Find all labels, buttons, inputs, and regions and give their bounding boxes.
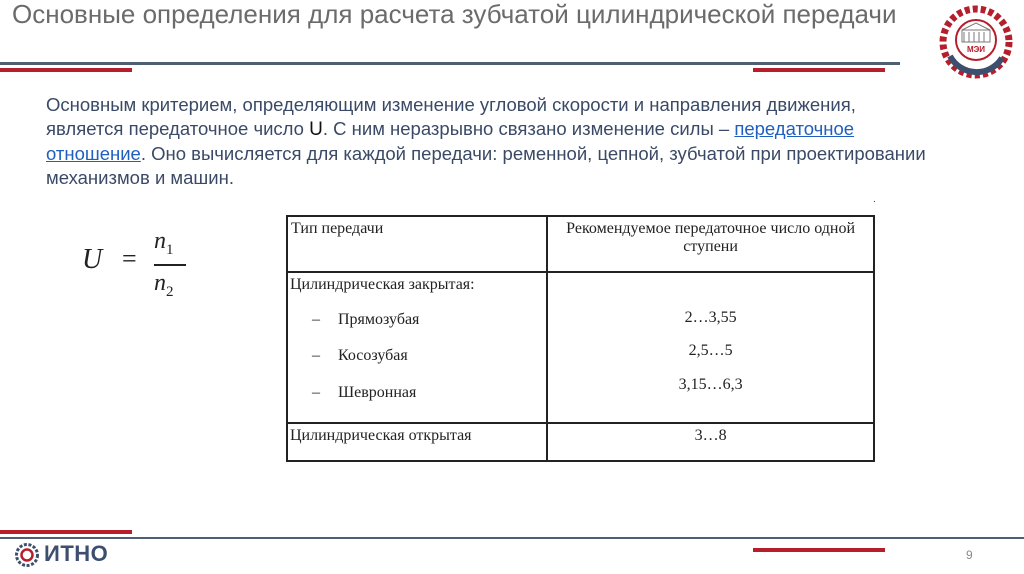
ratio-formula (82, 230, 202, 310)
ratio-value: 2…3,55 (684, 309, 737, 326)
ratio-value: 2,5…5 (688, 342, 733, 359)
table-row (287, 423, 874, 461)
page-number: 9 (966, 548, 973, 562)
footer-accent-left (0, 530, 132, 534)
stray-dot: . (873, 194, 876, 205)
table-row (287, 272, 874, 423)
body-text-part2: . С ним неразрывно связано изменение силы – (322, 118, 735, 139)
formula-denominator: $n_2$ (154, 270, 174, 300)
body-text-part1: Основным критерием, определяющим изменение угловой скорости и направления движения, является передаточное число (46, 94, 856, 139)
footer-accent-right (753, 548, 885, 552)
ratio-value: 3,15…6,3 (678, 376, 743, 393)
list-item: – Шевронная (312, 384, 417, 401)
mei-logo-icon (938, 4, 1014, 80)
list-item: – Косозубая (312, 347, 408, 364)
header-divider (0, 62, 900, 65)
footer-brand: ИТНО (44, 541, 109, 566)
body-symbol-u: U (309, 119, 323, 140)
formula-numerator: $n_1$ (154, 228, 174, 258)
header-accent-right (753, 68, 885, 72)
body-paragraph (46, 93, 926, 190)
slide-title: Основные определения для расчета зубчатой цилиндрической передачи (12, 0, 897, 29)
body-text-part3: . Оно вычисляется для каждой передачи: ременной, цепной, зубчатой при проектировании механизмов и машин. (46, 143, 926, 188)
table-cell-open-value: 3…8 (547, 423, 874, 461)
formula-fraction-bar (154, 264, 186, 266)
group-title-closed: Цилиндрическая закрытая: (290, 276, 475, 293)
table-cell-closed-values (547, 272, 874, 423)
header-accent-left (0, 68, 132, 72)
gear-ratio-table (286, 215, 875, 462)
logo-text: МЭИ (966, 45, 986, 54)
footer-divider (0, 537, 1024, 539)
table-cell-closed-types (287, 272, 547, 423)
gear-ratio-link[interactable]: передаточное отношение (46, 118, 855, 164)
formula-lhs: U (82, 244, 103, 275)
table-cell-open-type: Цилиндрическая открытая (287, 423, 547, 461)
table-header-ratio: Рекомендуемое передаточное число одной ступени (547, 216, 874, 272)
list-item: – Прямозубая (312, 311, 420, 328)
table-header-row (287, 216, 874, 272)
formula-equals: = (122, 244, 137, 273)
table-header-type: Тип передачи (287, 216, 547, 272)
itno-logo-icon (14, 542, 40, 568)
